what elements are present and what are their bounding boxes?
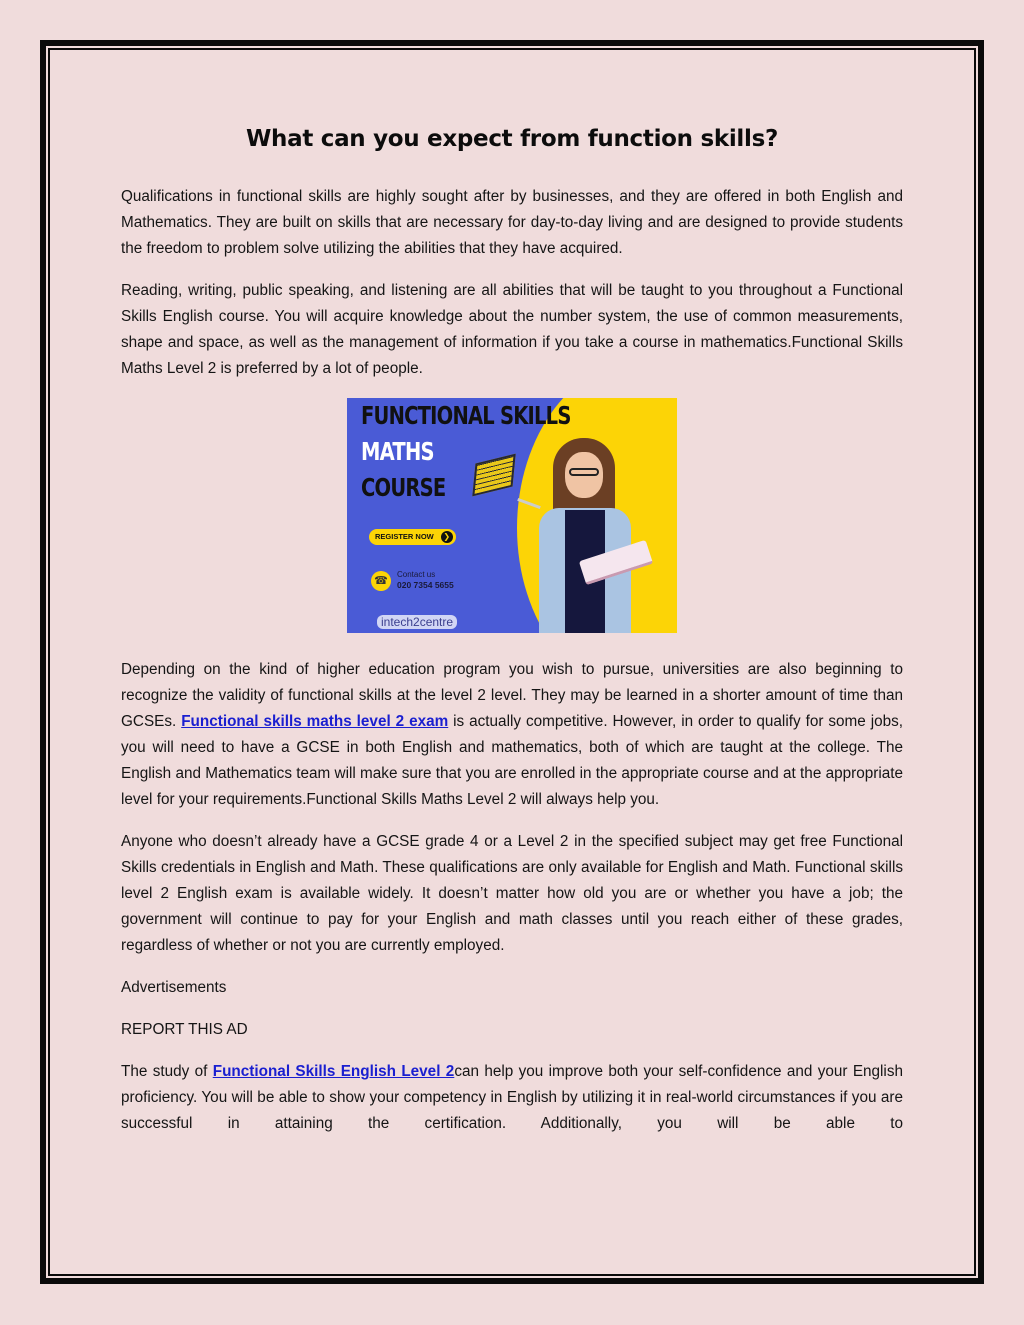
report-ad-label: REPORT THIS AD	[121, 1021, 248, 1038]
contact-info	[397, 570, 454, 590]
contact-label: Contact us	[397, 570, 436, 579]
paragraph-course-content: Reading, writing, public speaking, and listening are all abilities that will be taught to you throughout a Functional Skills English course. You will acquire knowledge about the number system, the use of common measurements, shape and space, as well as the management of information if you take a course in mathematics.Functional Skills Maths Level 2 is preferred by a lot of people.	[121, 282, 903, 377]
register-now-badge	[369, 529, 456, 545]
paragraph-universities-after: is actually competitive. However, in order to qualify for some jobs, you will need to have a GCSE in both English and mathematics, both of which are taught at the college. The English and Mathematics team will make sure that you are enrolled in the appropriate course and at the appropriate level for your requirements.Functional Skills Maths Level 2 will always help you.	[121, 713, 904, 808]
page-title: What can you expect from function skills?	[245, 126, 779, 152]
contact-phone: 020 7354 5655	[397, 580, 454, 590]
image-headline-line3: COURSE	[361, 473, 446, 502]
phone-icon: ☎	[371, 571, 391, 591]
image-headline-line2: MATHS	[361, 437, 434, 466]
brand-logo: intech2centre	[377, 615, 457, 629]
paragraph-universities	[121, 657, 903, 813]
arrow-right-icon: ❯	[441, 531, 453, 543]
paragraph-english-level-2	[121, 1059, 903, 1137]
student-photo	[525, 438, 655, 633]
advertisements-label: Advertisements	[121, 979, 227, 996]
document-body	[121, 120, 903, 1153]
paragraph-intro: Qualifications in functional skills are highly sought after by businesses, and they are offered in both English and Mathematics. They are built on skills that are necessary for day-to-day living and are designed to provide students the freedom to problem solve utilizing the abilities that they have acquired.	[121, 188, 903, 257]
paragraph-universities-before: Depending on the kind of higher education program you wish to pursue, universities are also beginning to recognize the validity of functional skills at the level 2 level. They may be learned in a shorter amount of time than GCSEs.	[121, 661, 903, 730]
course-promo-image	[347, 398, 677, 633]
paragraph-english-after: can help you improve both your self-confidence and your English proficiency. You will be able to show your competency in English by utilizing it in real-world circumstances if you are successful in attaining the certification. Additionally, you will be able to	[121, 1063, 903, 1132]
register-now-label: REGISTER NOW	[375, 532, 434, 541]
paragraph-free-credentials: Anyone who doesn’t already have a GCSE grade 4 or a Level 2 in the specified subject may get free Functional Skills credentials in English and Math. These qualifications are only available for English and Math. Functional skills level 2 English exam is available widely. It doesn’t matter how old you are or whether you have a job; the government will continue to pay for your English and math classes until you reach either of these grades, regardless of whether or not you are currently employed.	[121, 833, 903, 954]
paragraph-english-before: The study of	[121, 1063, 213, 1080]
image-headline-line1: FUNCTIONAL SKILLS	[361, 401, 571, 430]
link-functional-skills-english-level-2[interactable]: Functional Skills English Level 2	[212, 1063, 455, 1080]
glasses-icon	[569, 468, 599, 476]
link-functional-skills-maths-level-2-exam[interactable]: Functional skills maths level 2 exam	[181, 713, 449, 730]
